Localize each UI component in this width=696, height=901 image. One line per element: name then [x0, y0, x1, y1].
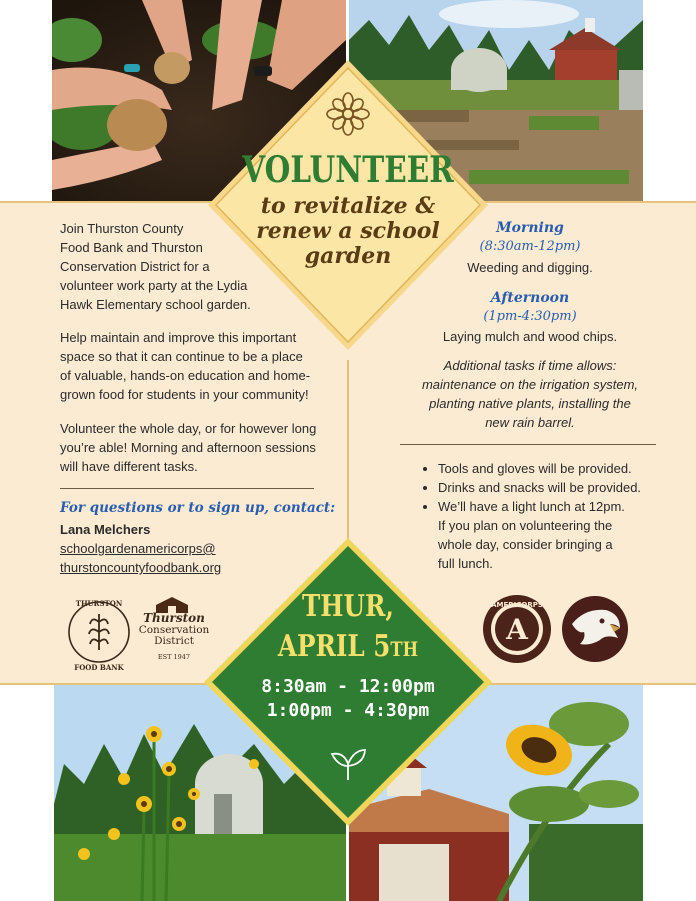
event-session-2: 1:00pm - 4:30pm [266, 700, 430, 721]
duration-paragraph [60, 419, 340, 476]
bullet-text: Drinks and snacks will be provided. [438, 480, 642, 495]
headline-subtitle-line1: to revitalize & [260, 193, 436, 219]
contact-email-line2[interactable]: thurstoncountyfoodbank.org [60, 560, 222, 575]
additional-tasks [400, 356, 660, 432]
bullet-item [438, 459, 670, 478]
contact-divider [60, 488, 314, 489]
americorps-text: AMERICORPS [491, 601, 543, 609]
info-bullets [420, 459, 670, 573]
event-date [241, 630, 454, 666]
tcd-name-line1: Thurston [143, 611, 205, 625]
morning-label: Morning [496, 220, 564, 236]
bullet-text: Tools and gloves will be provided. [438, 461, 632, 476]
help-line: Help maintain and improve this important [60, 330, 297, 345]
foodbank-logo [66, 594, 132, 674]
intro-line: Hawk Elementary school garden. [60, 297, 251, 312]
americorps-letter: A [506, 613, 528, 646]
help-line: space so that it can continue to be a place [60, 349, 303, 364]
duration-line: will have different tasks. [60, 459, 198, 474]
morning-task: Weeding and digging. [467, 260, 593, 275]
event-session-1: 8:30am - 12:00pm [261, 676, 435, 697]
event-date-suffix: TH [390, 637, 419, 661]
bullet-text: whole day, consider bringing a [438, 537, 613, 552]
svg-text:FOOD BANK: FOOD BANK [74, 663, 124, 672]
intro-line: Conservation District for a [60, 259, 210, 274]
bullet-text: If you plan on volunteering the [438, 518, 613, 533]
intro-paragraph [60, 219, 260, 314]
intro-line: Food Bank and Thurston [60, 240, 203, 255]
morning-time: (8:30am-12pm) [479, 239, 581, 254]
headline-subtitle-line3: garden [304, 243, 392, 269]
help-paragraph [60, 328, 340, 404]
flower-icon [326, 92, 370, 136]
hawk-mascot-logo [560, 594, 630, 664]
bullet-item [438, 497, 670, 573]
additional-line: Additional tasks if time allows: [443, 358, 617, 373]
bullet-item [438, 478, 670, 497]
bullet-text: We’ll have a light lunch at 12pm. [438, 499, 625, 514]
event-day: THUR, [301, 589, 395, 624]
intro-line: Join Thurston County [60, 221, 184, 236]
headline-subtitle-line2: renew a school [256, 218, 440, 244]
bullet-text: full lunch. [438, 556, 493, 571]
tcd-name-line3: District [154, 635, 194, 647]
afternoon-time: (1pm-4:30pm) [483, 309, 577, 324]
contact-email-line1[interactable]: schoolgardenamericorps@ [60, 541, 216, 556]
additional-line: planting native plants, installing the [429, 396, 631, 411]
right-divider [400, 444, 656, 445]
americorps-logo [482, 594, 552, 664]
svg-text:THURSTON: THURSTON [75, 599, 123, 608]
afternoon-task: Laying mulch and wood chips. [442, 329, 618, 344]
help-line: of valuable, hands-on education and home- [60, 368, 311, 383]
event-date-main: APRIL 5 [277, 629, 391, 664]
tcd-est: EST 1947 [157, 653, 191, 661]
contact-name: Lana Melchers [60, 522, 151, 537]
intro-line: volunteer work party at the Lydia [60, 278, 248, 293]
duration-line: you’re able! Morning and afternoon sessions [60, 440, 316, 455]
duration-line: Volunteer the whole day, or for however long [60, 421, 317, 436]
tcd-name-line2: Conservation [138, 624, 210, 636]
additional-line: maintenance on the irrigation system, [421, 377, 639, 392]
contact-heading: For questions or to sign up, contact: [60, 500, 336, 516]
additional-line: new rain barrel. [485, 415, 575, 430]
headline-title: VOLUNTEER [242, 149, 454, 191]
afternoon-label: Afternoon [490, 290, 570, 306]
sprout-icon [328, 744, 368, 784]
help-line: grown food for students in your community! [60, 387, 309, 402]
